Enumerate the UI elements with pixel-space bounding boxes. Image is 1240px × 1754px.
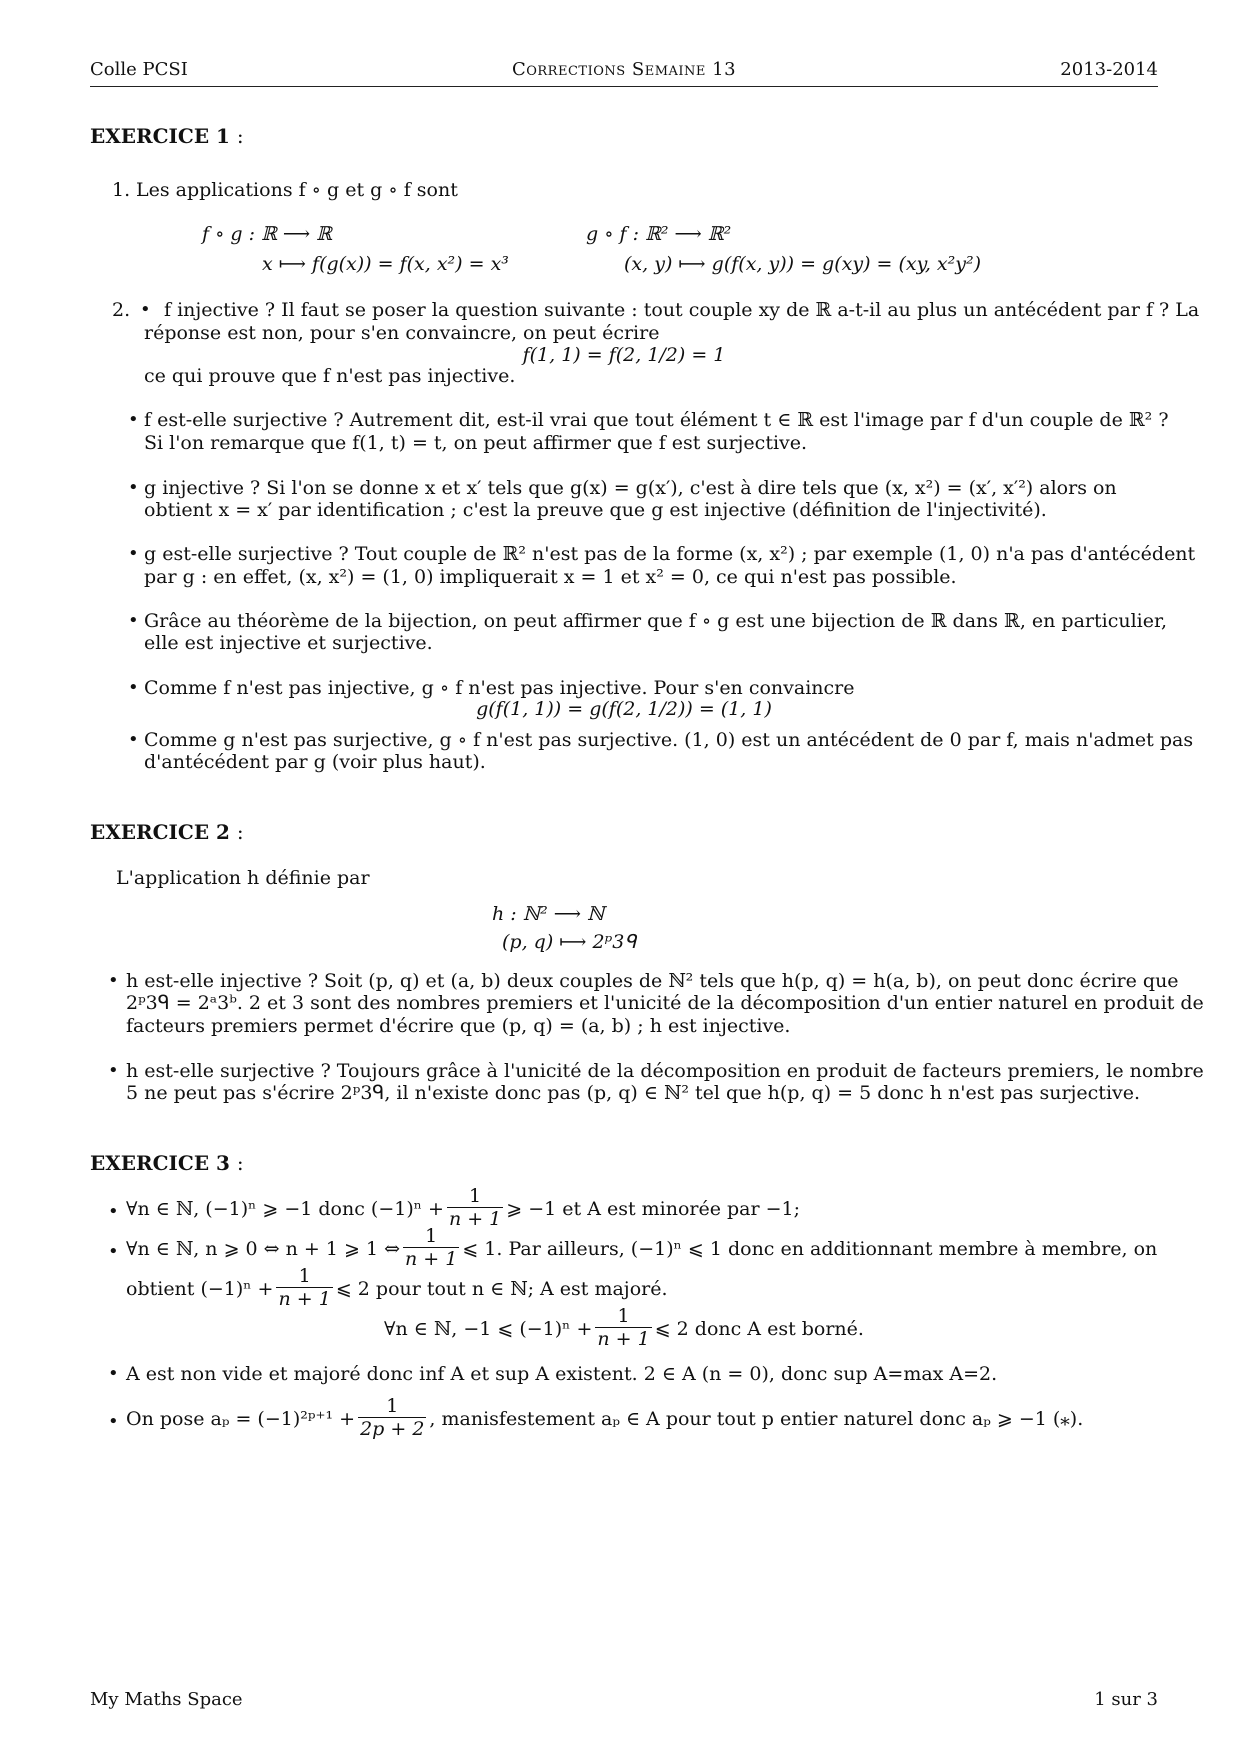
page-number: 1 sur 3 <box>1094 1689 1158 1710</box>
ex1-b3-line1: g injective ? Si l'on se donne x et x′ tels que g(x) = g(x′), c'est à dire tels que (x, x²) = (x′, x′²) alors on <box>144 477 1117 499</box>
ex1-b6-equation: g(f(1, 1)) = g(f(2, 1/2)) = (1, 1) <box>476 698 772 720</box>
fraction: $\frac{1}{2p + 2}$ <box>360 1395 425 1441</box>
exercise-3-title: EXERCICE 3 : <box>90 1151 244 1175</box>
ex1-b1-line2: réponse est non, pour s'en convaincre, on peut écrire <box>144 322 660 344</box>
ex1-b4-line1: g est-elle surjective ? Tout couple de ℝ² n'est pas de la forme (x, x²) ; par exemple (1, 0) n'a pas d'antécédent <box>144 543 1196 565</box>
bullet-icon: • <box>128 677 139 698</box>
ex1-gf-mapping: (x, y) ⟼ g(f(x, y)) = g(xy) = (xy, x²y²) <box>624 253 981 275</box>
page-header <box>90 58 1158 84</box>
bullet-icon: • <box>108 1241 119 1262</box>
ex3-b4: On pose aₚ = (−1)²ᵖ⁺¹ + $\frac{1}{2p + 2}$ , manisfestement aₚ ∈ A pour tout p entier naturel donc aₚ ⩾ −1 (⁎). <box>126 1395 1084 1441</box>
ex1-item1-text: Les applications f ∘ g et g ∘ f sont <box>136 179 458 201</box>
ex3-b1-pre: ∀n ∈ ℕ, (−1)ⁿ ⩾ −1 donc (−1)ⁿ + <box>126 1197 444 1220</box>
ex1-b1-equation: f(1, 1) = f(2, 1/2) = 1 <box>522 344 726 366</box>
ex1-fg-definition: f ∘ g : ℝ ⟶ ℝ <box>202 223 332 245</box>
ex1-item2-number: 2. <box>112 299 131 321</box>
bullet-icon: • <box>140 299 151 320</box>
ex3-b3: A est non vide et majoré donc inf A et sup A existent. 2 ∈ A (n = 0), donc sup A=max A=2. <box>126 1363 998 1385</box>
bullet-icon: • <box>108 1060 119 1081</box>
ex2-mapping: (p, q) ⟼ 2ᵖ3ᑫ <box>502 931 637 953</box>
ex3-equation: ∀n ∈ ℕ, −1 ⩽ (−1)ⁿ + $\frac{1}{n + 1}$ ⩽ 2 donc A est borné. <box>384 1305 864 1351</box>
ex2-intro: L'application h définie par <box>116 867 370 889</box>
fraction: $\frac{1}{n + 1}$ <box>597 1305 650 1351</box>
exercise-1-title: EXERCICE 1 : <box>90 124 244 148</box>
header-rule <box>90 86 1158 87</box>
ex2-b1-line1: h est-elle injective ? Soit (p, q) et (a, b) deux couples de ℕ² tels que h(p, q) = h(a, b), on peut donc écrire que <box>126 970 1179 992</box>
ex1-fg-mapping: x ⟼ f(g(x)) = f(x, x²) = x³ <box>262 253 509 275</box>
footer-left: My Maths Space <box>90 1689 243 1710</box>
bullet-icon: • <box>128 610 139 631</box>
ex1-b5-line1: Grâce au théorème de la bijection, on peut affirmer que f ∘ g est une bijection de ℝ dans ℝ, en particulier, <box>144 610 1168 632</box>
ex2-b2-line2: 5 ne peut pas s'écrire 2ᵖ3ᑫ, il n'existe donc pas (p, q) ∈ ℕ² tel que h(p, q) = 5 donc h n'est pas surjective. <box>126 1082 1141 1104</box>
ex1-b2-line1: f est-elle surjective ? Autrement dit, est-il vrai que tout élément t ∈ ℝ est l'image par f d'un couple de ℝ² ? <box>144 409 1169 431</box>
header-right: 2013-2014 <box>1060 59 1158 80</box>
fraction: $\frac{1}{n + 1}$ <box>405 1225 458 1271</box>
ex3-b2-line2: obtient (−1)ⁿ + $\frac{1}{n + 1}$ ⩽ 2 pour tout n ∈ ℕ; A est majoré. <box>126 1265 668 1311</box>
exercise-2-title: EXERCICE 2 : <box>90 820 244 844</box>
fraction: $\frac{1}{n + 1}$ <box>448 1185 502 1231</box>
ex3-b2-pre: ∀n ∈ ℕ, n ⩾ 0 ⇔ n + 1 ⩾ 1 ⇔ <box>126 1237 400 1260</box>
ex2-definition: h : ℕ² ⟶ ℕ <box>492 903 605 925</box>
bullet-icon: • <box>128 477 139 498</box>
ex2-b1-line2: 2ᵖ3ᑫ = 2ᵃ3ᵇ. 2 et 3 sont des nombres premiers et l'unicité de la décomposition d'un entier naturel en produit de <box>126 992 1204 1014</box>
ex1-b1-line1: f injective ? Il faut se poser la question suivante : tout couple xy de ℝ a-t-il au plus un antécédent par f ? La <box>164 299 1200 321</box>
bullet-icon: • <box>108 970 119 991</box>
ex1-gf-definition: g ∘ f : ℝ² ⟶ ℝ² <box>586 223 732 245</box>
fraction: $\frac{1}{n + 1}$ <box>278 1265 331 1311</box>
bullet-icon: • <box>108 1363 119 1384</box>
bullet-icon: • <box>108 1411 119 1432</box>
ex1-b4-line2: par g : en effet, (x, x²) = (1, 0) impliquerait x = 1 et x² = 0, ce qui n'est pas possible. <box>144 566 957 588</box>
ex1-b2-line2: Si l'on remarque que f(1, t) = t, on peut affirmer que f est surjective. <box>144 432 808 454</box>
document-page <box>90 0 1204 1754</box>
ex3-b2-post: ⩽ 1. Par ailleurs, (−1)ⁿ ⩽ 1 donc en additionnant membre à membre, on <box>462 1237 1158 1260</box>
bullet-icon: • <box>128 543 139 564</box>
ex2-b2-line1: h est-elle surjective ? Toujours grâce à l'unicité de la décomposition en produit de facteurs premiers, le nombre <box>126 1060 1204 1082</box>
bullet-icon: • <box>128 729 139 750</box>
ex1-b6-line1: Comme f n'est pas injective, g ∘ f n'est pas injective. Pour s'en convaincre <box>144 677 855 699</box>
ex2-b1-line3: facteurs premiers permet d'écrire que (p, q) = (a, b) ; h est injective. <box>126 1015 791 1037</box>
ex1-b7-line1: Comme g n'est pas surjective, g ∘ f n'est pas surjective. (1, 0) est un antécédent de 0 par f, mais n'admet pas <box>144 729 1194 751</box>
bullet-icon: • <box>108 1201 119 1222</box>
ex1-b1-line3: ce qui prouve que f n'est pas injective. <box>144 365 516 387</box>
ex1-item1-number: 1. <box>112 179 131 201</box>
ex3-b1-post: ⩾ −1 et A est minorée par −1; <box>506 1197 801 1220</box>
bullet-icon: • <box>128 409 139 430</box>
header-left: Colle PCSI <box>90 59 188 80</box>
ex1-b7-line2: d'antécédent par g (voir plus haut). <box>144 751 486 773</box>
ex1-b3-line2: obtient x = x′ par identification ; c'est la preuve que g est injective (définition de l'injectivité). <box>144 499 1047 521</box>
ex1-b5-line2: elle est injective et surjective. <box>144 632 433 654</box>
header-title: Corrections Semaine 13 <box>511 59 737 80</box>
